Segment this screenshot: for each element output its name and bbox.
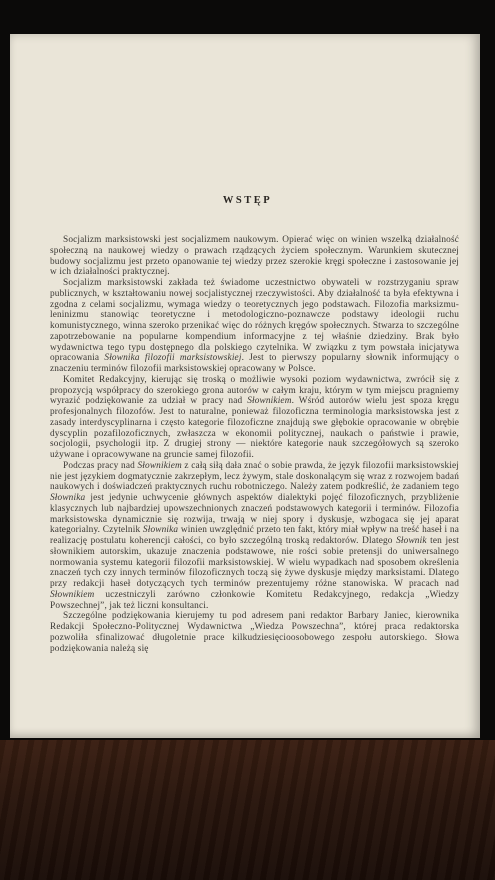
paragraph-4-text-c: jest jedynie uchwycenie głównych aspektów dialektyki pojęć filozoficznych, przybliżenie klasycznych lub najbardziej upowszechnionych znaczeń podstawowych kategorii i terminów. Filozofia marksistowska dynamicznie się rozwija, trwają w niej spory i dyskusje, wzbogaca się jej aparat kategorialny. Czytelnik [50, 493, 459, 536]
paragraph-1-text: Socjalizm marksistowski jest socjalizmem naukowym. Opierać więc on winien wszelką działalność społeczną na naukowej wiedzy o prawach rządzących życiem społecznym. Warunkiem skutecznej budowy socjalizmu jest przeto opanowanie tej wiedzy przez szerokie kręgi społeczne i zastosowanie jej w ich działalności praktycznej. [50, 235, 459, 278]
paragraph-2 [50, 278, 459, 375]
paragraph-4-text-a: Podczas pracy nad [63, 460, 138, 471]
paragraph-3-text-a: Komitet Redakcyjny, kierując się troską o możliwie wysoki poziom wydawnictwa, zwrócił się z propozycją współpracy do szerokiego grona autorów w całym kraju, którym w tym miejscu pragniemy wyrazić podziękowanie za udział w pracy nad [50, 374, 459, 407]
paragraph-2-italic-title: Słownika filozofii marksistowskiej [104, 353, 242, 364]
paragraph-1 [50, 235, 459, 278]
paragraph-4-italic-3: Słownika [142, 525, 179, 536]
paragraph-3-text-b: . Wśród autorów wielu jest spoza kręgu profesjonalnych filozofów. Jest to naturalne, ponieważ filozoficzna terminologia marksistowska jest z zasady interdyscyplinarna i często kategorie filozoficzne znajdują swe głębokie opracowanie w obrębie dyscyplin pozafilozoficznych, zwłaszcza w ekonomii politycznej, naukach o państwie i prawie, socjologii, psychologii itp. Z drugiej strony — niektóre kategorie nauk szczegółowych są szeroko używane i opracowywane na gruncie samej filozofii. [50, 396, 459, 460]
paragraph-4-text-d: winien uwzględnić przeto ten fakt, który miał wpływ na treść haseł i na realizację postulatu koherencji całości, co było szczególną troską redaktorów. Dlatego [50, 525, 459, 546]
paragraph-4-italic-1: Słownikiem [137, 460, 182, 471]
paragraph-2-text-a: Socjalizm marksistowski zakłada też świadome uczestnictwo obywateli w rozstrzyganiu spraw publicznych, w kształtowaniu nowej socjalistycznej rzeczywistości. Aby działalność ta była efektywna i zgodna z celami socjalizmu, wymaga wiedzy o teoretycznych jego podstawach. Filozofia marksizmu-leninizmu stanowiąc teoretyczne i metodologiczno-poznawcze podstawy ideologii ruchu komunistycznego, winna szeroko przenikać więc do różnych kręgów społecznych. Stwarza to szczególne zapotrzebowanie na popularne kompendium informacyjne z tej właśnie dziedziny. Brak było wydawnictwa tego typu dostępnego dla polskiego czytelnika. W związku z tym powstała inicjatywa opracowania [50, 278, 459, 364]
paragraph-4-text-f: uczestniczyli zarówno członkowie Komitetu Redakcyjnego, redakcja „Wiedzy Powszechnej”, jak też liczni konsultanci. [50, 589, 459, 611]
paragraph-4-text-e: ten jest słownikiem autorskim, ukazuje znaczenia podstawowe, nie rości sobie pretensji do uniwersalnego normowania systemu kategorii filozofii marksistowskiej. W wielu wypadkach nad sposobem określenia znaczeń tych czy innych terminów filozoficznych toczą się żywe dyskusje między marksistami. Dlatego przy redakcji haseł dotyczących tych terminów prezentujemy różne stanowiska. W pracach nad [50, 536, 459, 589]
paragraph-2-text-b: . Jest to pierwszy popularny słownik informujący o znaczeniu terminów filozofii marksistowskiej opracowany w Polsce. [50, 353, 459, 374]
paragraph-5-text: Szczególne podziękowania kierujemy tu pod adresem pani redaktor Barbary Janiec, kierownika Redakcji Społeczno-Politycznej Wydawnictwa „Wiedza Powszechna”, której praca redaktorska pozwoliła sfinalizować długoletnie prace kilkudziesięcioosobowego zespołu autorskiego. Słowa podziękowania należą się [50, 611, 459, 654]
paragraph-4-italic-4: Słownik [396, 536, 427, 546]
paragraph-3 [50, 375, 459, 461]
paragraph-4-italic-5: Słownikiem [50, 589, 95, 600]
paragraph-4 [50, 461, 459, 612]
paragraph-4-text-b: z całą siłą dała znać o sobie prawda, że język filozofii marksistowskiej nie jest językiem dogmatycznie zakrzepłym, lecz żywym, stale doskonalącym się wraz z rozwojem badań naukowych i doświadczeń praktycznych ruchu robotniczego. Należy zatem podkreślić, że zadaniem tego [50, 460, 459, 493]
paragraph-5 [50, 611, 459, 654]
page-heading: WSTĘP [222, 195, 273, 206]
wooden-table-surface [0, 740, 495, 880]
paragraph-3-italic: Słownikiem [247, 396, 292, 407]
paragraph-4-italic-2: Słownika [50, 493, 86, 503]
body-text [50, 235, 459, 654]
